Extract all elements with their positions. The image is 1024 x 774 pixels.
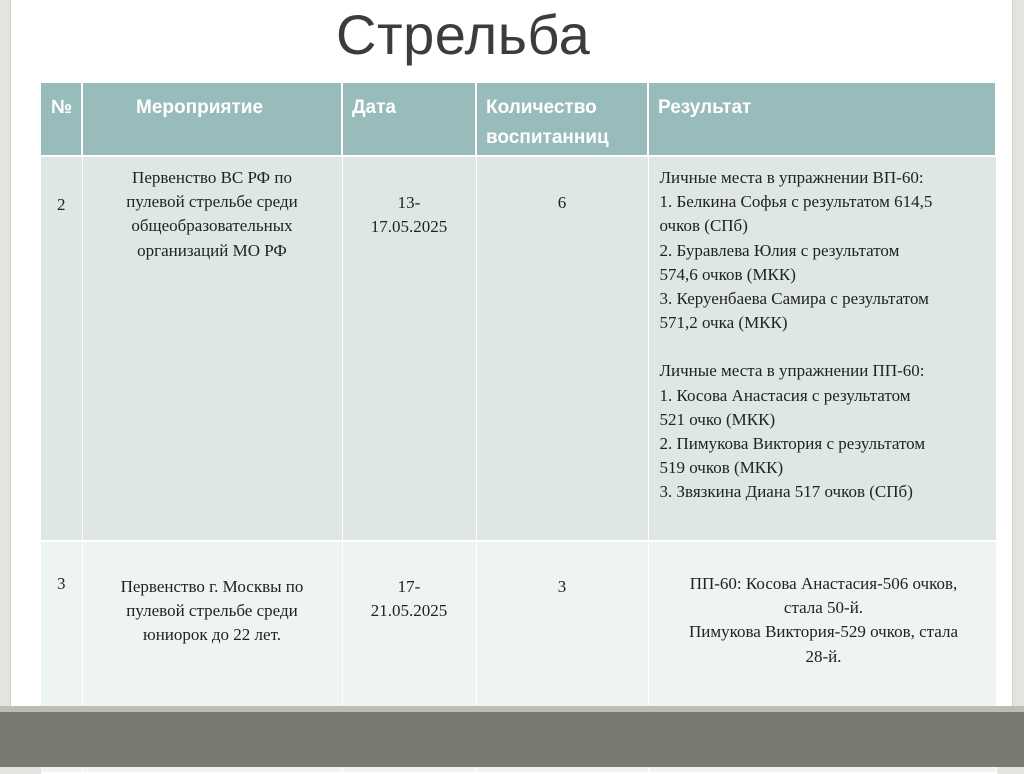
result-line: 519 очков (МКК) — [659, 458, 784, 478]
header-count-line2: воспитанниц — [486, 127, 609, 148]
result-line: 521 очко (МКК) — [659, 409, 776, 429]
date-line2: 17.05.2025 — [370, 217, 448, 237]
header-date: Дата — [342, 83, 476, 156]
result-line: Личные места в упражнении ВП-60: — [659, 168, 924, 187]
row-event — [82, 156, 342, 541]
result-line: 1. Косова Анастасия с результатом — [659, 385, 911, 405]
row-num: 3 — [41, 541, 82, 773]
footer-stripe — [0, 706, 1024, 712]
result-line: 574,6 очков (МКК) — [659, 264, 796, 284]
result-spacer — [660, 335, 988, 359]
header-result: Результат — [648, 83, 996, 156]
result-line: 571,2 очка (МКК) — [659, 313, 788, 333]
result-line: ПП-60: Косова Анастасия-506 очков, — [689, 574, 958, 593]
table-header-row — [41, 83, 996, 156]
table-row — [41, 156, 996, 541]
result-line: стала 50-й. — [783, 598, 864, 618]
header-num: № — [41, 83, 82, 156]
slide-title: Стрельба — [336, 3, 591, 66]
footer-band — [0, 706, 1024, 767]
result-line: Личные места в упражнении ПП-60: — [659, 361, 925, 381]
event-line: Первенство ВС РФ по — [132, 168, 292, 187]
result-line: 1. Белкина Софья с результатом 614,5 — [659, 192, 933, 212]
result-line: очков (СПб) — [659, 216, 748, 236]
row-count: 6 — [476, 156, 648, 541]
result-line: 3. Звязкина Диана 517 очков (СПб) — [659, 482, 913, 502]
header-count — [476, 83, 648, 156]
result-line: 28-й. — [805, 646, 842, 666]
event-line: пулевой стрельбе среди — [126, 192, 298, 212]
result-line: Пимукова Виктория-529 очков, стала — [688, 622, 959, 642]
result-line: 2. Пимукова Виктория с результатом — [659, 434, 926, 454]
event-line: юниорок до 22 лет. — [143, 625, 281, 645]
date-line1: 17- — [397, 577, 421, 596]
row-num: 2 — [41, 156, 82, 541]
result-line: 3. Керуенбаева Самира с результатом — [659, 289, 929, 309]
header-count-line1: Количество — [486, 97, 597, 118]
row-result — [648, 156, 996, 541]
row-count: 3 — [476, 541, 648, 773]
event-line: организаций МО РФ — [137, 240, 287, 260]
event-line: пулевой стрельбе среди — [126, 601, 298, 621]
row-date — [342, 156, 476, 541]
event-line: Первенство г. Москвы по — [120, 577, 304, 596]
results-table — [41, 83, 997, 774]
date-line2: 21.05.2025 — [370, 601, 448, 621]
result-line: 2. Буравлева Юлия с результатом — [659, 240, 900, 260]
date-line1: 13- — [397, 193, 421, 212]
event-line: общеобразовательных — [131, 216, 293, 236]
header-event: Мероприятие — [82, 83, 342, 156]
